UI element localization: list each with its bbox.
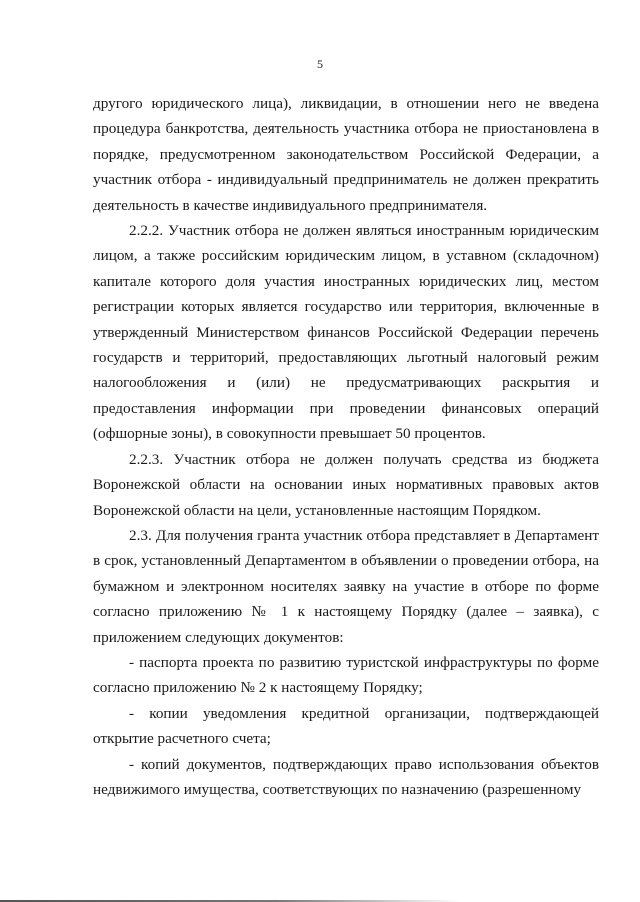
paragraph-2-3: 2.3. Для получения гранта участник отбора представляет в Департамент в срок, установленный Департаментом в объявлении о проведении отбора, на бумажном и электронном носителях заявку на участие в отборе по форме согласно приложению № 1 к настоящему Порядку (далее – заявка), с приложением следующих документов:	[93, 526, 599, 646]
list-item-bank-notice: - копии уведомления кредитной организации, подтверждающей открытие расчетного счета;	[93, 704, 599, 748]
paragraph-2-2-2: 2.2.2. Участник отбора не должен являться иностранным юридическим лицом, а также российским юридическим лицом, в уставном (складочном) капитале которого доля участия иностранных юридических лиц, местом регистрации которых является государство или территория, включенные в утвержденный Министерством финансов Российской Федерации перечень государств и территорий, предоставляющих льготный налоговый режим налогообложения и (или) не предусматривающих раскрытия и предоставления информации при проведении финансовых операций (офшорные зоны), в совокупности превышает 50 процентов.	[93, 222, 599, 443]
paragraph-continuation: другого юридического лица), ликвидации, в отношении него не введена процедура банкротства, деятельность участника отбора не приостановлена в порядке, предусмотренном законодательством Российской Федерации, а участник отбора - индивидуальный предприниматель не должен прекратить деятельность в качестве индивидуального предпринимателя.	[93, 95, 599, 214]
document-body	[93, 91, 599, 802]
paragraph-2-2-3: 2.2.3. Участник отбора не должен получать средства из бюджета Воронежской области на основании иных нормативных правовых актов Воронежской области на цели, установленные настоящим Порядком.	[93, 450, 599, 519]
list-item-property-docs: - копий документов, подтверждающих право использования объектов недвижимого имущества, соответствующих по назначению (разрешенному	[93, 755, 599, 798]
page-number: 5	[317, 57, 323, 71]
list-item-passport: - паспорта проекта по развитию туристской инфраструктуры по форме согласно приложению № 2 к настоящему Порядку;	[93, 653, 599, 697]
